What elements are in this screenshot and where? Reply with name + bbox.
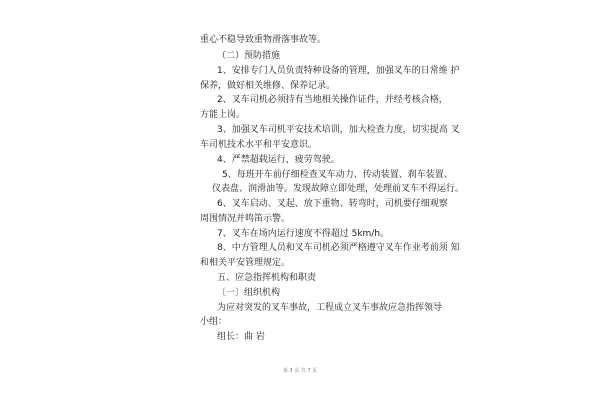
- text-line: 5、每班开车前仔细检查叉车动力、传动装置、刹车装置、: [222, 170, 453, 180]
- text-line: 6、叉车启动、叉起、放下重物、转弯时，司机要仔细观察: [217, 199, 448, 209]
- text-line: 1、安排专门人员负责特种设备的管理，加强叉车的日常维 护: [217, 66, 460, 76]
- text-line: 小组：: [200, 317, 228, 327]
- text-line: 8、中方管理人员和叉车司机必须严格遵守叉车作业考前须 知: [217, 243, 460, 253]
- text-line: 周围情况并鸣笛示警。: [200, 214, 291, 224]
- section-heading: 五、应急指挥机构和职责: [217, 273, 317, 283]
- text-line: 为应对突发的叉车事故，工程成立叉车事故应急指挥领导: [217, 303, 443, 313]
- text-line: 4、严禁超载运行，疲劳驾驶。: [217, 155, 340, 165]
- page-number: 第 3 页 共 7 页: [282, 368, 318, 374]
- text-line: 组长：曲 岩: [217, 332, 265, 342]
- section-heading: 〔一〕组织机构: [217, 288, 281, 298]
- text-line: 7、叉车在场内运行速度不得超过 5km/h。: [217, 229, 390, 239]
- text-line: 重心不稳导致重物滑落事故等。: [200, 35, 327, 45]
- text-line: 方能上岗。: [200, 110, 246, 120]
- section-heading: （二）预防措施: [217, 51, 281, 61]
- text-line: 和相关平安管理规定。: [200, 258, 291, 268]
- text-line: 车司机技术水平和平安意识。: [200, 140, 318, 150]
- text-line: 保养，做好相关维修、保养记录。: [200, 81, 336, 91]
- text-line: 2、叉车司机必须持有当地相关操作证件，并经考核合格，: [217, 95, 448, 105]
- text-line: 仪表盘、润滑油等。发现故障立即处理，处理前叉车不得运行。: [212, 184, 465, 194]
- text-line: 3、加强叉车司机平安技术培训，加大检查力度，切实提高 叉: [217, 125, 460, 135]
